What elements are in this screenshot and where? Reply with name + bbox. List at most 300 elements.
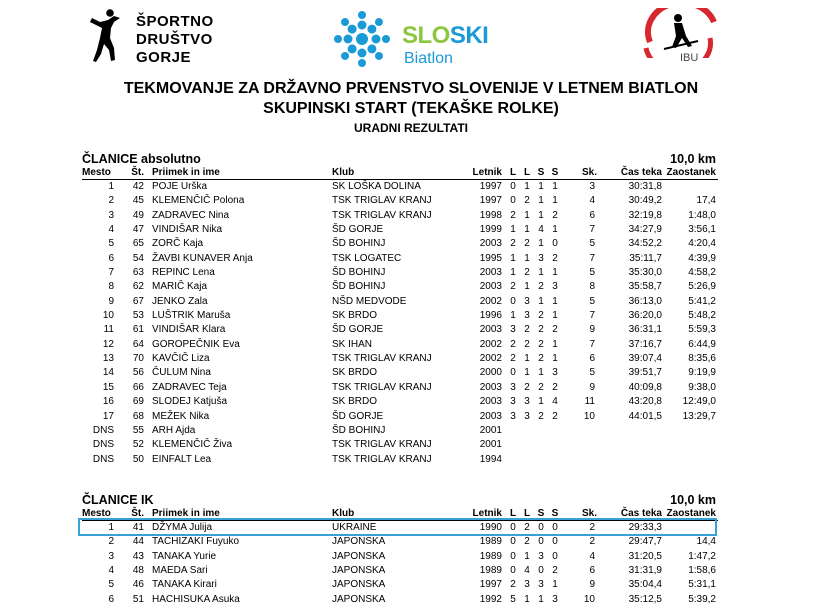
cell-letnik: 1989: [479, 536, 502, 548]
cell-sk: 7: [589, 224, 595, 236]
table-row: [82, 180, 718, 194]
col-zao: Zaostanek: [666, 508, 716, 519]
col-klub: Klub: [332, 167, 355, 178]
table-row: [82, 535, 718, 549]
cell-s1: 2: [538, 353, 544, 365]
cell-l1: 0: [510, 295, 516, 307]
cell-sk: 4: [589, 195, 595, 207]
cell-cas: 32:19,8: [628, 209, 662, 221]
cell-letnik: 1990: [479, 522, 502, 533]
cell-sk: 5: [589, 238, 595, 250]
cell-letnik: 2002: [479, 295, 502, 307]
cell-letnik: 1996: [479, 310, 502, 322]
table-row: [82, 593, 718, 607]
cell-s1: 3: [538, 550, 544, 562]
cell-st: 65: [132, 238, 144, 250]
table-row: [82, 453, 718, 467]
cell-st: 51: [132, 593, 144, 605]
cell-klub: ŠD GORJE: [332, 224, 384, 236]
cell-s1: 0: [538, 565, 544, 577]
cell-l1: 2: [510, 238, 516, 250]
col-name: Priimek in ime: [152, 167, 220, 178]
cell-l1: 2: [510, 338, 516, 350]
cell-s1: 1: [538, 181, 544, 192]
cell-cas: 44:01,5: [628, 410, 662, 422]
cell-klub: SK BRDO: [332, 396, 378, 408]
cell-klub: ŠD BOHINJ: [332, 424, 386, 436]
col-letnik: Letnik: [472, 167, 502, 178]
cell-cas: 35:04,4: [628, 579, 662, 591]
cell-l1: 1: [510, 310, 516, 322]
sloski-subtitle: Biatlon: [404, 50, 453, 67]
cell-mesto: 10: [102, 310, 114, 322]
cell-s2: 2: [552, 324, 558, 336]
cell-klub: ŠD GORJE: [332, 324, 384, 336]
cell-s1: 1: [538, 396, 544, 408]
cell-s1: 1: [538, 267, 544, 279]
cell-s1: 0: [538, 536, 544, 548]
cell-s2: 1: [552, 195, 558, 207]
cell-sk: 10: [583, 593, 595, 605]
col-l2: L: [523, 508, 531, 519]
cell-st: 47: [132, 224, 144, 236]
cell-l2: 1: [524, 209, 530, 221]
cell-zao: 12:49,0: [682, 396, 716, 408]
table-row: [82, 564, 718, 578]
sloski-ski: SKI: [449, 22, 489, 49]
cell-s1: 1: [538, 195, 544, 207]
cell-zao: 14,4: [696, 536, 716, 548]
table-row: [82, 223, 718, 237]
cell-s2: 4: [552, 396, 558, 408]
cell-zao: 5:59,3: [688, 324, 716, 336]
cell-name: REPINC Lena: [152, 267, 215, 279]
cell-st: 67: [132, 295, 144, 307]
cell-l1: 0: [510, 522, 516, 533]
cell-zao: 8:35,6: [688, 353, 716, 365]
cell-klub: TSK TRIGLAV KRANJ: [332, 195, 432, 207]
cell-klub: JAPONSKA: [332, 550, 386, 562]
section-distance: 10,0 km: [670, 152, 716, 166]
cell-s2: 1: [552, 267, 558, 279]
cell-cas: 29:33,3: [628, 522, 662, 533]
cell-name: JENKO Zala: [152, 295, 208, 307]
cell-letnik: 2003: [479, 267, 502, 279]
cell-l1: 0: [510, 367, 516, 379]
snowflake-icon: [330, 8, 394, 70]
cell-letnik: 1997: [479, 181, 502, 192]
cell-name: ZORČ Kaja: [152, 238, 204, 250]
cell-l1: 0: [510, 181, 516, 192]
cell-mesto: 9: [108, 295, 114, 307]
table-row: [82, 550, 718, 564]
cell-zao: 5:31,1: [688, 579, 716, 591]
results-section-absolute: [82, 152, 718, 467]
cell-s1: 1: [538, 209, 544, 221]
cell-l1: 5: [510, 593, 516, 605]
cell-l2: 1: [524, 281, 530, 293]
cell-s1: 2: [538, 324, 544, 336]
section-distance: 10,0 km: [670, 493, 716, 507]
cell-mesto: DNS: [92, 424, 114, 436]
cell-st: 55: [132, 424, 144, 436]
cell-name: HACHISUKA Asuka: [152, 593, 240, 605]
cell-klub: TSK TRIGLAV KRANJ: [332, 381, 432, 393]
cell-s1: 3: [538, 579, 544, 591]
cell-sk: 2: [589, 522, 595, 533]
cell-st: 64: [132, 338, 144, 350]
cell-l2: 1: [524, 252, 530, 264]
cell-cas: 31:20,5: [628, 550, 662, 562]
cell-l2: 2: [524, 267, 530, 279]
cell-cas: 36:20,0: [628, 310, 662, 322]
cell-klub: TSK TRIGLAV KRANJ: [332, 453, 432, 465]
cell-st: 45: [132, 195, 144, 207]
col-s2: S: [551, 167, 559, 178]
cell-cas: 30:31,8: [628, 181, 662, 192]
cell-s2: 1: [552, 338, 558, 350]
cell-st: 42: [132, 181, 144, 192]
cell-st: 61: [132, 324, 144, 336]
section-title: ČLANICE IK: [82, 493, 154, 507]
cell-cas: 36:31,1: [628, 324, 662, 336]
cell-s1: 4: [538, 224, 544, 236]
cell-mesto: 8: [108, 281, 114, 293]
cell-st: 41: [132, 522, 144, 533]
cell-letnik: 2002: [479, 338, 502, 350]
cell-klub: ŠD GORJE: [332, 410, 384, 422]
cell-sk: 7: [589, 310, 595, 322]
cell-mesto: 3: [108, 550, 114, 562]
cell-s2: 1: [552, 579, 558, 591]
ibu-emblem-icon: [640, 8, 720, 58]
cell-s1: 2: [538, 281, 544, 293]
cell-name: VINDIŠAR Nika: [152, 224, 223, 236]
ibu-label: IBU: [680, 52, 699, 64]
col-l1: L: [509, 508, 517, 519]
cell-zao: 5:48,2: [688, 310, 716, 322]
cell-zao: 1:58,6: [688, 565, 716, 577]
table-row: [82, 410, 718, 424]
cell-zao: 4:20,4: [688, 238, 716, 250]
cell-l1: 0: [510, 550, 516, 562]
cell-sk: 11: [584, 396, 595, 408]
cell-zao: 13:29,7: [682, 410, 716, 422]
cell-st: 70: [132, 353, 144, 365]
cell-sk: 3: [589, 181, 595, 192]
cell-s2: 3: [552, 367, 558, 379]
club-name: [136, 13, 214, 67]
table-row: [82, 438, 718, 452]
table-row: [82, 424, 718, 438]
cell-klub: TSK TRIGLAV KRANJ: [332, 353, 432, 365]
cell-cas: 39:51,7: [628, 367, 662, 379]
cell-sk: 9: [589, 324, 595, 336]
cell-letnik: 2001: [479, 424, 502, 436]
cell-klub: TSK LOGATEC: [332, 252, 402, 264]
col-cas: Čas teka: [620, 167, 662, 178]
col-letnik: Letnik: [472, 508, 502, 519]
cell-sk: 8: [589, 281, 595, 293]
cell-s1: 2: [538, 310, 544, 322]
cell-l1: 3: [510, 381, 516, 393]
cell-klub: SK LOŠKA DOLINA: [332, 181, 421, 192]
cell-cas: 35:58,7: [628, 281, 662, 293]
cell-zao: 5:26,9: [688, 281, 716, 293]
cell-st: 54: [132, 252, 144, 264]
cell-sk: 7: [589, 252, 595, 264]
cell-name: ŽAVBI KUNAVER Anja: [152, 252, 253, 264]
selected-row-highlight: [78, 518, 717, 536]
cell-l2: 2: [524, 324, 530, 336]
cell-s2: 1: [552, 295, 558, 307]
cell-zao: 9:38,0: [688, 381, 716, 393]
cell-l1: 0: [510, 565, 516, 577]
cell-mesto: 5: [108, 579, 114, 591]
cell-s2: 3: [552, 281, 558, 293]
cell-zao: 5:39,2: [688, 593, 716, 605]
cell-letnik: 1999: [479, 224, 502, 236]
cell-letnik: 2003: [479, 324, 502, 336]
table-row: [82, 266, 718, 280]
cell-letnik: 1998: [479, 209, 502, 221]
cell-st: 69: [132, 396, 144, 408]
table-row: [82, 395, 718, 409]
cell-cas: 37:16,7: [628, 338, 662, 350]
cell-mesto: 12: [102, 338, 114, 350]
cell-l2: 1: [524, 224, 530, 236]
cell-l2: 1: [524, 550, 530, 562]
cell-s2: 2: [552, 381, 558, 393]
cell-name: KLEMENČIČ Živa: [152, 439, 233, 451]
cell-mesto: DNS: [92, 453, 114, 465]
cell-st: 53: [132, 310, 144, 322]
ibu-logo: [640, 8, 720, 70]
cell-s1: 1: [538, 593, 544, 605]
cell-sk: 2: [589, 536, 595, 548]
cell-s1: 2: [538, 338, 544, 350]
athlete-silhouette-icon: [84, 8, 134, 68]
cell-sk: 6: [589, 565, 595, 577]
cell-cas: 34:27,9: [628, 224, 662, 236]
cell-name: ARH Ajda: [152, 424, 196, 436]
cell-l1: 0: [510, 195, 516, 207]
cell-zao: 4:58,2: [688, 267, 716, 279]
cell-s2: 2: [552, 209, 558, 221]
table-row: [82, 237, 718, 251]
cell-st: 68: [132, 410, 144, 422]
table-row: [82, 252, 718, 266]
cell-sk: 10: [583, 410, 595, 422]
cell-name: TANAKA Kirari: [152, 579, 217, 591]
table-row: [82, 352, 718, 366]
cell-s2: 0: [552, 522, 558, 533]
sloski-wordmark: [402, 22, 488, 50]
cell-zao: 3:56,1: [688, 224, 716, 236]
cell-cas: 30:49,2: [628, 195, 662, 207]
cell-klub: JAPONSKA: [332, 565, 386, 577]
cell-l1: 2: [510, 579, 516, 591]
table-body: [82, 180, 718, 467]
cell-l1: 2: [510, 353, 516, 365]
cell-st: 43: [132, 550, 144, 562]
cell-sk: 4: [589, 550, 595, 562]
cell-letnik: 2003: [479, 238, 502, 250]
cell-s1: 1: [538, 367, 544, 379]
cell-klub: UKRAINE: [332, 522, 377, 533]
cell-s1: 3: [538, 252, 544, 264]
cell-l1: 1: [510, 224, 516, 236]
cell-zao: 5:41,2: [688, 295, 716, 307]
cell-letnik: 2003: [479, 396, 502, 408]
cell-letnik: 2003: [479, 410, 502, 422]
col-st: Št.: [131, 508, 144, 519]
cell-l2: 2: [524, 381, 530, 393]
cell-letnik: 1989: [479, 550, 502, 562]
cell-l1: 2: [510, 281, 516, 293]
cell-mesto: 6: [108, 593, 114, 605]
cell-letnik: 1989: [479, 565, 502, 577]
table-row: [82, 366, 718, 380]
cell-letnik: 2003: [479, 381, 502, 393]
cell-letnik: 2003: [479, 281, 502, 293]
cell-name: VINDIŠAR Klara: [152, 324, 226, 336]
cell-s2: 2: [552, 410, 558, 422]
col-zao: Zaostanek: [666, 167, 716, 178]
cell-s2: 1: [552, 181, 558, 192]
cell-name: EINFALT Lea: [152, 453, 212, 465]
cell-l1: 3: [510, 396, 516, 408]
section-title: ČLANICE absolutno: [82, 152, 201, 166]
cell-letnik: 1995: [479, 252, 502, 264]
cell-klub: JAPONSKA: [332, 593, 386, 605]
cell-sk: 5: [589, 367, 595, 379]
cell-sk: 7: [589, 338, 595, 350]
cell-l2: 3: [524, 396, 530, 408]
cell-letnik: 1997: [479, 195, 502, 207]
cell-l2: 2: [524, 195, 530, 207]
col-sk: Sk.: [582, 167, 598, 178]
document-status: URADNI REZULTATI: [354, 121, 468, 135]
col-s2: S: [551, 508, 559, 519]
table-row: [82, 280, 718, 294]
cell-mesto: 2: [108, 195, 114, 207]
cell-l1: 3: [510, 324, 516, 336]
cell-l2: 3: [524, 310, 530, 322]
cell-mesto: 14: [102, 367, 114, 379]
cell-klub: ŠD BOHINJ: [332, 238, 386, 250]
cell-l2: 1: [524, 353, 530, 365]
cell-zao: 9:19,9: [688, 367, 716, 379]
cell-zao: 1:47,2: [688, 550, 716, 562]
cell-cas: 35:11,7: [629, 252, 662, 264]
table-row: [82, 194, 718, 208]
cell-l1: 2: [510, 209, 516, 221]
cell-klub: ŠD BOHINJ: [332, 267, 386, 279]
cell-mesto: 4: [108, 565, 114, 577]
col-sk: Sk.: [582, 508, 598, 519]
col-mesto: Mesto: [82, 167, 111, 178]
section-heading: [82, 493, 718, 507]
cell-mesto: 4: [108, 224, 114, 236]
cell-mesto: 6: [108, 252, 114, 264]
cell-l1: 1: [510, 252, 516, 264]
sloski-slo: SLO: [402, 22, 450, 49]
cell-s1: 1: [538, 295, 544, 307]
cell-name: KAVČIČ Liza: [152, 353, 210, 365]
cell-s2: 3: [552, 593, 558, 605]
cell-mesto: 1: [108, 522, 114, 533]
cell-name: LUŠTRIK Maruša: [152, 310, 231, 322]
cell-sk: 9: [589, 579, 595, 591]
cell-l1: 0: [510, 536, 516, 548]
cell-mesto: 2: [108, 536, 114, 548]
cell-klub: TSK TRIGLAV KRANJ: [332, 439, 432, 451]
col-l2: L: [523, 167, 531, 178]
cell-mesto: 1: [108, 181, 114, 192]
cell-name: POJE Urška: [152, 181, 208, 192]
club-logo: [84, 8, 234, 68]
cell-mesto: 7: [108, 267, 114, 279]
club-line-3: GORJE: [136, 49, 192, 66]
cell-cas: 43:20,8: [628, 396, 662, 408]
cell-cas: 34:52,2: [628, 238, 662, 250]
table-row: [82, 381, 718, 395]
cell-cas: 39:07,4: [628, 353, 662, 365]
cell-s2: 0: [552, 238, 558, 250]
cell-zao: 6:44,9: [688, 338, 716, 350]
table-row: [82, 209, 718, 223]
cell-klub: SK BRDO: [332, 367, 378, 379]
club-line-2: DRUŠTVO: [136, 31, 213, 48]
results-section-ik: [82, 493, 718, 607]
cell-letnik: 2001: [479, 439, 502, 451]
cell-name: ZADRAVEC Teja: [152, 381, 227, 393]
cell-name: MARIČ Kaja: [152, 281, 208, 293]
cell-s2: 1: [552, 310, 558, 322]
cell-st: 52: [132, 439, 144, 451]
cell-l2: 3: [524, 579, 530, 591]
cell-klub: SK IHAN: [332, 338, 373, 350]
sloski-logo: [330, 8, 500, 70]
cell-letnik: 2002: [479, 353, 502, 365]
section-heading: [82, 152, 718, 166]
cell-mesto: DNS: [92, 439, 114, 451]
cell-klub: ŠD BOHINJ: [332, 281, 386, 293]
cell-mesto: 13: [102, 353, 114, 365]
document-subtitle: SKUPINSKI START (TEKAŠKE ROLKE): [263, 100, 559, 117]
table-row: [82, 309, 718, 323]
cell-st: 46: [132, 579, 144, 591]
cell-name: DŽYMA Julija: [152, 522, 213, 533]
cell-s2: 2: [552, 252, 558, 264]
cell-name: MEŽEK Nika: [152, 410, 210, 422]
col-cas: Čas teka: [620, 508, 662, 519]
col-s1: S: [537, 167, 545, 178]
cell-st: 56: [132, 367, 144, 379]
cell-name: ČULUM Nina: [152, 367, 211, 379]
cell-s2: 1: [552, 224, 558, 236]
cell-name: KLEMENČIČ Polona: [152, 195, 245, 207]
cell-s2: 0: [552, 536, 558, 548]
cell-sk: 9: [589, 381, 595, 393]
cell-st: 50: [132, 453, 144, 465]
cell-name: SLODEJ Katjuša: [152, 396, 228, 408]
cell-zao: 17,4: [696, 195, 716, 207]
table-header: [82, 166, 718, 180]
cell-l2: 2: [524, 536, 530, 548]
cell-s2: 2: [552, 565, 558, 577]
